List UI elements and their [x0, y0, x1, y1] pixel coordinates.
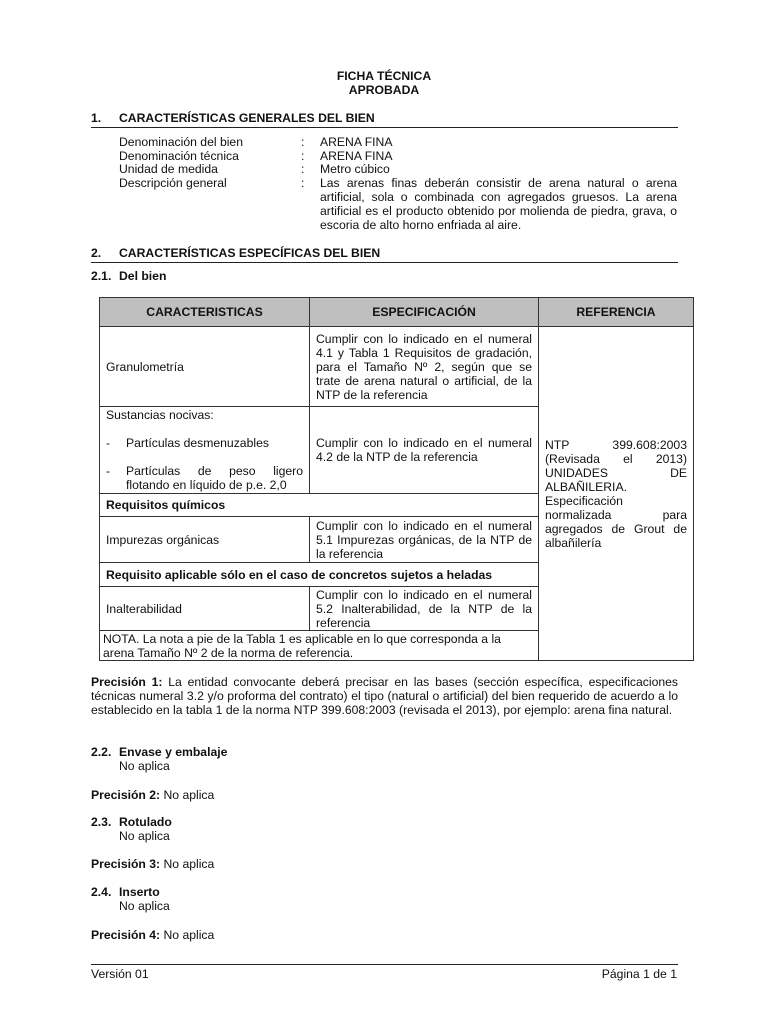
- granulometria-spec: Cumplir con lo indicado en el numeral 4.1 y Tabla 1 Requisitos de gradación, para el Tamaño Nº 2, según que se trate de arena natural o artificial, de la NTP de la referencia: [310, 327, 539, 407]
- inalterabilidad-label: Inalterabilidad: [100, 587, 310, 631]
- field-value-descripcion: Las arenas finas deberán consistir de arena natural o arena artificial, sola o combinada con agregados gruesos. La arena artificial es el producto obtenido por molienda de piedra, grava, o escoria de alto horno enfriada al aire.: [320, 176, 677, 232]
- section1-rule: [91, 127, 678, 128]
- header-caracteristicas: CARACTERISTICAS: [100, 298, 310, 327]
- precision3-text: No aplica: [160, 857, 215, 871]
- subsection22-value: No aplica: [119, 759, 170, 773]
- footer-rule: [91, 964, 678, 965]
- field-value-unidad-medida: Metro cúbico: [320, 162, 390, 176]
- section2-number: 2.: [91, 246, 102, 260]
- impurezas-spec: Cumplir con lo indicado en el numeral 5.1 Impurezas orgánicas, de la NTP de la referencia: [310, 517, 539, 563]
- header-especificacion: ESPECIFICACIÓN: [310, 298, 539, 327]
- precision2-paragraph: [91, 788, 214, 802]
- footer-page-number: Página 1 de 1: [601, 967, 677, 981]
- doc-title-line1: FICHA TÉCNICA: [336, 69, 432, 83]
- precision3-paragraph: [91, 857, 214, 871]
- field-label-denominacion-bien: Denominación del bien: [119, 135, 243, 149]
- impurezas-label: Impurezas orgánicas: [100, 517, 310, 563]
- list-item: [106, 436, 303, 450]
- field-value-denominacion-bien: ARENA FINA: [320, 135, 393, 149]
- granulometria-label: Granulometría: [100, 327, 310, 407]
- list-item: [106, 464, 303, 492]
- heladas-header: Requisito aplicable sólo en el caso de concretos sujetos a heladas: [100, 563, 539, 587]
- section2-rule: [91, 262, 678, 263]
- subsection23-title: Rotulado: [119, 815, 172, 829]
- subsection21-title: Del bien: [119, 269, 167, 283]
- precision2-label: Precisión 2:: [91, 788, 161, 802]
- precision4-label: Precisión 4:: [91, 928, 161, 942]
- sustancias-spec: Cumplir con lo indicado en el numeral 4.2 de la NTP de la referencia: [310, 407, 539, 494]
- subsection21-number: 2.1.: [91, 269, 112, 283]
- sustancias-list: [106, 436, 303, 492]
- subsection24-value: No aplica: [119, 899, 170, 913]
- subsection24-number: 2.4.: [91, 885, 112, 899]
- field-label-unidad-medida: Unidad de medida: [119, 162, 218, 176]
- field-colon: :: [301, 135, 305, 149]
- field-colon: :: [301, 176, 305, 190]
- section1-title: CARACTERÍSTICAS GENERALES DEL BIEN: [119, 111, 375, 125]
- precision2-text: No aplica: [160, 788, 215, 802]
- field-label-denominacion-tecnica: Denominación técnica: [119, 149, 239, 163]
- precision4-text: No aplica: [160, 928, 215, 942]
- list-dash: -: [106, 464, 111, 478]
- table-header-row: [100, 298, 694, 327]
- spec-table: [99, 297, 694, 661]
- subsection22-title: Envase y embalaje: [119, 745, 228, 759]
- subsection23-number: 2.3.: [91, 815, 112, 829]
- table-row: [100, 327, 694, 407]
- sustancias-item2: Partículas de peso ligero flotando en líquido de p.e. 2,0: [126, 464, 303, 492]
- subsection24-title: Inserto: [119, 885, 160, 899]
- field-label-descripcion: Descripción general: [119, 176, 227, 190]
- section2-title: CARACTERÍSTICAS ESPECÍFICAS DEL BIEN: [119, 246, 381, 260]
- field-value-denominacion-tecnica: ARENA FINA: [320, 149, 393, 163]
- precision3-label: Precisión 3:: [91, 857, 161, 871]
- doc-title-line2: APROBADA: [348, 83, 420, 97]
- inalterabilidad-spec: Cumplir con lo indicado en el numeral 5.2 Inalterabilidad, de la NTP de la referencia: [310, 587, 539, 631]
- precision1-label: Precisión 1:: [91, 675, 163, 689]
- quimicos-header: Requisitos químicos: [100, 494, 539, 517]
- footer-version: Versión 01: [91, 967, 149, 981]
- sustancias-item1: Partículas desmenuzables: [126, 436, 269, 450]
- field-colon: :: [301, 149, 305, 163]
- sustancias-cell: [100, 407, 310, 494]
- sustancias-label: Sustancias nocivas:: [106, 408, 214, 422]
- list-dash: -: [106, 436, 111, 450]
- subsection22-number: 2.2.: [91, 745, 112, 759]
- nota-cell: NOTA. La nota a pie de la Tabla 1 es aplicable en lo que corresponda a la arena Tamaño Nº 2 de la norma de referencia.: [100, 631, 539, 661]
- referencia-cell: NTP 399.608:2003 (Revisada el 2013) UNIDADES DE ALBAÑILERIA. Especificación normalizada para agregados de Grout de albañilería: [539, 327, 694, 661]
- precision1-paragraph: [91, 675, 678, 717]
- field-colon: :: [301, 162, 305, 176]
- subsection23-value: No aplica: [119, 829, 170, 843]
- header-referencia: REFERENCIA: [539, 298, 694, 327]
- precision1-text: La entidad convocante deberá precisar en las bases (sección específica, especificaciones técnicas numeral 3.2 y/o proforma del contrato) el tipo (natural o artificial) del bien requerido de acuerdo a lo establecido en la tabla 1 de la norma NTP 399.608:2003 (revisada el 2013), por ejemplo: arena fina natural.: [91, 675, 678, 717]
- section1-number: 1.: [91, 111, 102, 125]
- precision4-paragraph: [91, 928, 214, 942]
